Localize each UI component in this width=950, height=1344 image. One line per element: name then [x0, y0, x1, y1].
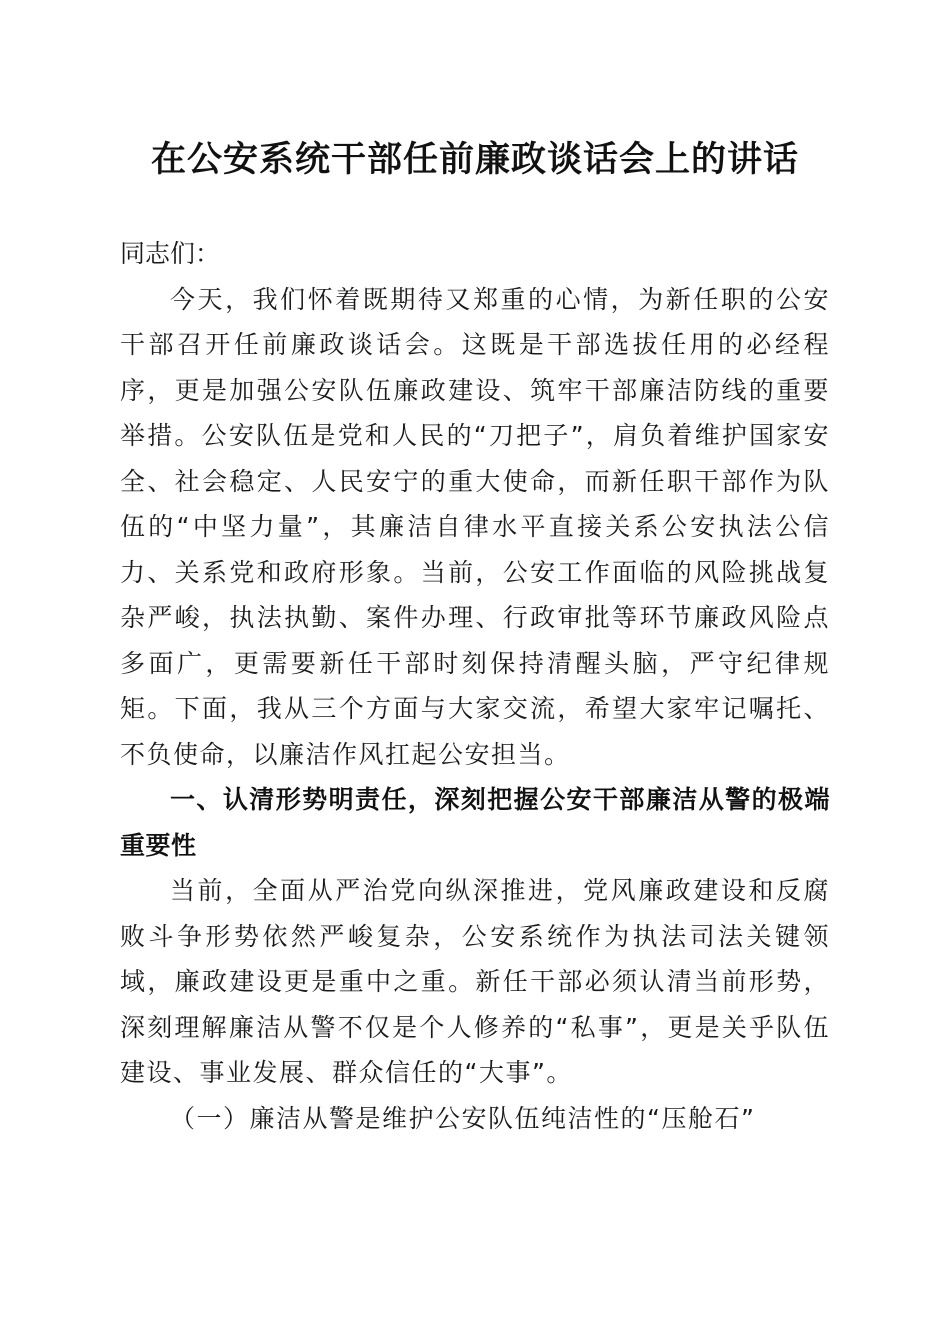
section-paragraph: 当前，全面从严治党向纵深推进，党风廉政建设和反腐败斗争形势依然严峻复杂，公安系统作为执法司法关键领域，廉政建设更是重中之重。新任干部必须认清当前形势，深刻理解廉洁从警不仅是个人修养的“私事”，更是关乎队伍建设、事业发展、群众信任的“大事”。	[120, 876, 830, 1087]
document-title: 在公安系统干部任前廉政谈话会上的讲话	[150, 139, 799, 180]
section-heading: 一、认清形势明责任，深刻把握公安干部廉洁从警的极端重要性	[120, 785, 830, 860]
document-body	[120, 231, 830, 1141]
subsection-heading: （一）廉洁从警是维护公安队伍纯洁性的“压舱石”	[170, 1103, 756, 1133]
salutation: 同志们：	[120, 239, 221, 268]
intro-paragraph: 今天，我们怀着既期待又郑重的心情，为新任职的公安干部召开任前廉政谈话会。这既是干部选拔任用的必经程序，更是加强公安队伍廉政建设、筑牢干部廉洁防线的重要举措。公安队伍是党和人民的“刀把子”，肩负着维护国家安全、社会稳定、人民安宁的重大使命，而新任职干部作为队伍的“中坚力量”，其廉洁自律水平直接关系公安执法公信力、关系党和政府形象。当前，公安工作面临的风险挑战复杂严峻，执法执勤、案件办理、行政审批等环节廉政风险点多面广，更需要新任干部时刻保持清醒头脑，严守纪律规矩。下面，我从三个方面与大家交流，希望大家牢记嘱托、不负使命，以廉洁作风扛起公安担当。	[120, 284, 830, 769]
